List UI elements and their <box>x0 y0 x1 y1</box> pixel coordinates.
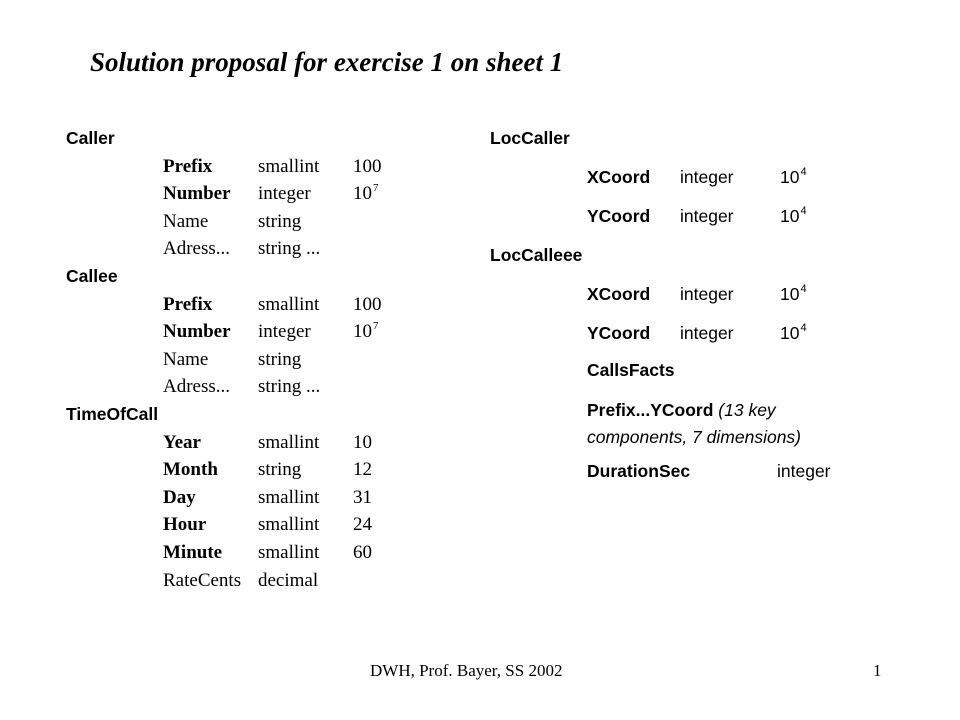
attribute-cardinality: $10^4$ <box>780 283 807 304</box>
attribute-row <box>163 432 372 454</box>
attribute-name: XCoord <box>587 167 651 187</box>
attribute-type: decimal <box>258 569 319 591</box>
attribute-type: integer <box>258 183 311 205</box>
attribute-cardinality: 24 <box>353 514 372 536</box>
attribute-row <box>587 284 807 305</box>
table-name-caller: Caller <box>66 128 115 148</box>
attribute-name: RateCents <box>163 569 242 591</box>
cardinality-exponent: 4 <box>800 283 807 295</box>
attribute-cardinality: $10^4$ <box>780 205 807 226</box>
cardinality-exponent: 4 <box>800 166 807 178</box>
attribute-name: Prefix <box>163 293 213 315</box>
attribute-type: smallint <box>258 486 320 508</box>
attribute-name: YCoord <box>587 206 651 226</box>
attribute-type: string <box>258 459 302 481</box>
attribute-row <box>163 294 382 316</box>
attribute-type: integer <box>680 284 734 304</box>
attribute-cardinality: 60 <box>353 542 372 563</box>
attribute-type: string <box>258 210 302 232</box>
table-name-timeofcall: TimeOfCall <box>66 404 159 424</box>
attribute-row <box>163 570 353 592</box>
attribute-row <box>163 542 372 564</box>
attribute-name: Hour <box>163 514 207 536</box>
attribute-row <box>163 514 372 536</box>
callsfacts-key-note: (13 key components, 7 dimensions) <box>587 400 801 447</box>
attribute-row <box>163 349 353 371</box>
attribute-name: Prefix <box>163 155 213 177</box>
cardinality-exponent: 7 <box>373 182 379 195</box>
table-name-callsfacts: CallsFacts <box>587 360 675 380</box>
attribute-type: string <box>258 348 302 370</box>
attribute-type: integer <box>680 167 734 187</box>
attribute-row <box>163 376 353 398</box>
attribute-row <box>163 487 372 509</box>
attribute-cardinality: 100 <box>353 293 382 315</box>
attribute-type: string ... <box>258 238 321 260</box>
attribute-type: smallint <box>258 155 320 177</box>
attribute-row <box>163 238 353 260</box>
attribute-type: integer <box>680 206 734 226</box>
attribute-type: smallint <box>258 293 320 315</box>
attribute-type: integer <box>680 323 734 343</box>
attribute-name: Number <box>163 183 231 205</box>
attribute-type: smallint <box>258 514 320 536</box>
attribute-row <box>163 321 379 343</box>
slide-title: Solution proposal for exercise 1 on sheet 1 <box>90 47 564 77</box>
attribute-row <box>163 183 379 205</box>
attribute-cardinality: $10^7$ <box>353 320 379 343</box>
attribute-cardinality: $10^4$ <box>780 166 807 187</box>
attribute-name: Minute <box>163 542 223 563</box>
attribute-name: Adress... <box>163 238 231 260</box>
attribute-type: smallint <box>258 431 320 453</box>
footer-page-number: 1 <box>873 661 882 680</box>
attribute-row <box>163 156 382 178</box>
attribute-type: smallint <box>258 542 320 563</box>
attribute-row <box>587 167 807 188</box>
callsfacts-key-label: Prefix...YCoord <box>587 400 714 420</box>
attribute-cardinality: 100 <box>353 155 382 177</box>
footer-course: DWH, Prof. Bayer, SS 2002 <box>370 661 563 680</box>
attribute-name: YCoord <box>587 323 651 343</box>
attribute-name: Name <box>163 210 209 232</box>
attribute-cardinality: 10 <box>353 431 372 453</box>
attribute-name: Number <box>163 321 231 343</box>
attribute-row <box>163 459 372 481</box>
attribute-row <box>587 206 807 227</box>
attribute-cardinality: $10^4$ <box>780 322 807 343</box>
attribute-row <box>163 211 353 233</box>
measure-name: DurationSec <box>587 461 691 481</box>
measure-type: integer <box>777 461 831 481</box>
table-name-callee: Callee <box>66 266 118 286</box>
attribute-type: string ... <box>258 376 321 398</box>
attribute-name: Year <box>163 431 201 453</box>
attribute-type: integer <box>258 321 311 343</box>
callsfacts-measure-row <box>587 461 831 482</box>
attribute-cardinality: $10^7$ <box>353 182 379 205</box>
attribute-name: Day <box>163 486 196 508</box>
attribute-cardinality: 31 <box>353 486 372 508</box>
cardinality-exponent: 7 <box>373 320 379 333</box>
cardinality-exponent: 4 <box>800 322 807 334</box>
callsfacts-key-description <box>587 397 847 451</box>
attribute-name: Month <box>163 459 218 481</box>
cardinality-exponent: 4 <box>800 205 807 217</box>
table-name-loccaller: LocCaller <box>490 128 570 148</box>
attribute-row <box>587 323 807 344</box>
table-name-loccalleee: LocCalleee <box>490 245 583 265</box>
attribute-cardinality: 12 <box>353 459 372 481</box>
attribute-name: XCoord <box>587 284 651 304</box>
attribute-name: Name <box>163 348 209 370</box>
attribute-name: Adress... <box>163 376 231 398</box>
